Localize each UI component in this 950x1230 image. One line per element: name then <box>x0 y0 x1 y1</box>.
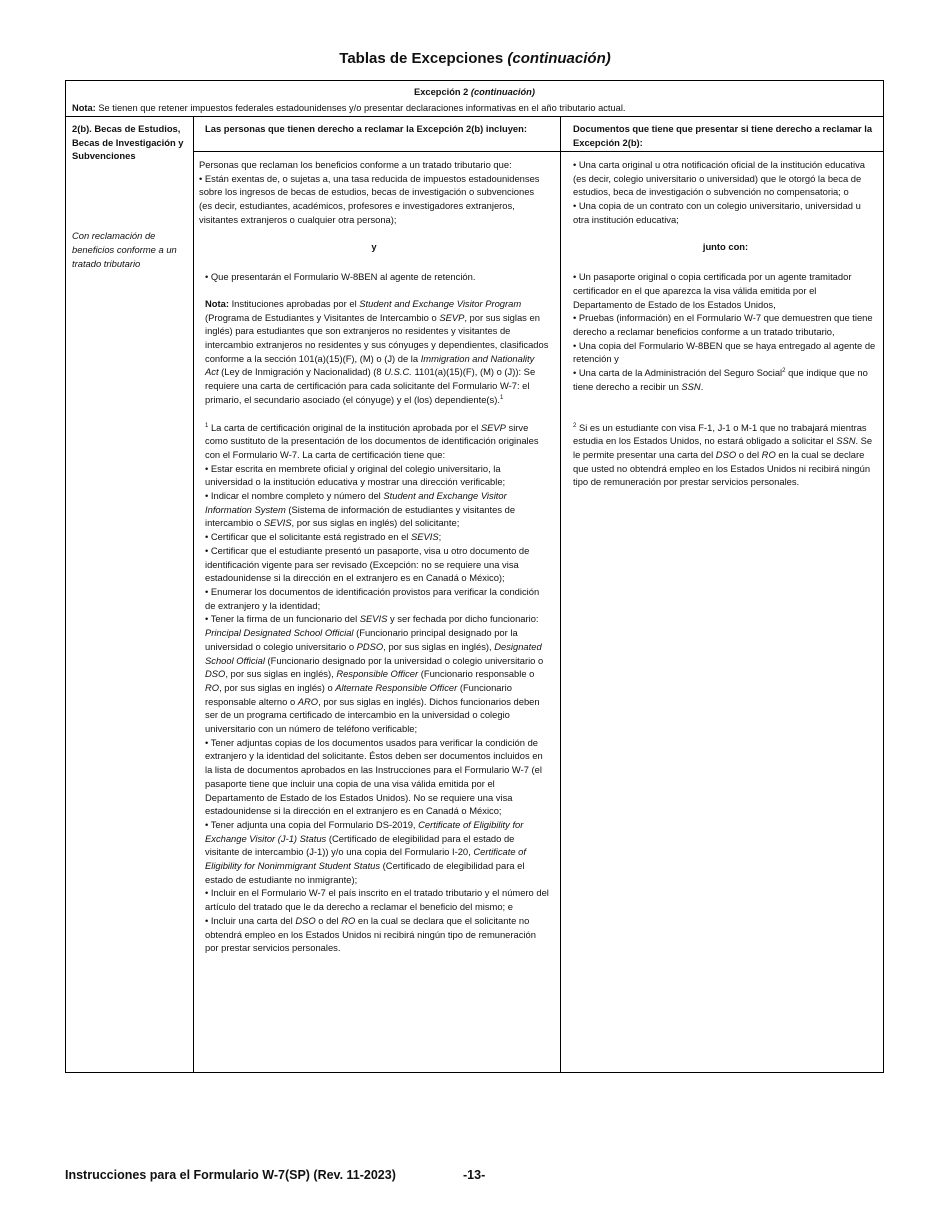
col3-footnote: $^2$ Si es un estudiante con visa F-1, J-1 o M-1 que no trabajará mientras estudia en los Estados Unidos, no estará obligado a solicitar el SSN. Se le permite presentar una carta del DSO o del RO en la cual se declare que usted no obtendrá empleo en los Estados Unidos ni recibirá ningún tipo de remuneración por prestar servicios personales. <box>573 421 873 488</box>
column-divider <box>560 117 561 1072</box>
exceptions-table <box>65 80 884 1073</box>
header-divider <box>193 151 883 152</box>
col3-body <box>573 158 878 489</box>
col2-bullet: • Que presentarán el Formulario W-8BEN al agente de retención. <box>205 271 476 283</box>
footnote-bullet: • Enumerar los documentos de identificación provistos para verificar la condición de extranjero y la identidad; <box>205 585 540 611</box>
col2-header: Las personas que tienen derecho a reclamar la Excepción 2(b) incluyen: <box>205 123 527 134</box>
footer-form-name: Instrucciones para el Formulario W-7(SP) (Rev. 11-2023) <box>65 1168 396 1182</box>
col3-bullet: • Una copia de un contrato con un colegio universitario, universidad u otra institución educativa; <box>573 200 861 225</box>
footnote-bullet: • Tener la firma de un funcionario del SEVIS y ser fechada por dicho funcionario: Principal Designated School Official (Funcionario principal designado por la universidad o colegio universitario o PDSO, por sus siglas en inglés), Designated School Official (Funcionario designado por la universidad o colegio universitario o DSO, por sus siglas en inglés), Responsible Officer (Funcionario responsable o RO, por sus siglas en inglés) o Alternate Responsible Officer (Funcionario responsable alterno o ARO, por sus siglas en inglés). Dichos funcionarios deben ser de un programa certificado de intercambio en la universidad o colegio universitario con un número de teléfono verificable; <box>205 613 544 735</box>
col2-note: Nota: Instituciones aprobadas por el Student and Exchange Visitor Program (Programa de Estudiantes y Visitantes de Intercambio o SEVP, por sus siglas en inglés) para estudiantes que son extranjeros no residentes y visitantes de intercambio extranjeros no residentes y sus cónyuges y dependientes, clasificados conforme a la sección 101(a)(15)(F), (M) o (J) de la Immigration and Nationality Act (Ley de Inmigración y Nacionalidad) (8 U.S.C. 1101(a)(15)(F), (M) o (J)): Se requiere una carta de certificación para cada solicitante del Formulario W-7: el primario, el secundario asociado (el cónyuge) y el (los) dependiente(s).$^1$ <box>205 297 549 405</box>
col2-connector: y <box>371 240 377 252</box>
col2-bullet: • Están exentas de, o sujetas a, una tasa reducida de impuestos estadounidenses sobre los ingresos de becas de estudios, becas de investigación o subvenciones (es decir, estudiantes, académicos, profesores e investigadores extranjeros, visitantes extranjeros o cualquier otra persona); <box>199 172 540 225</box>
page-title: Tablas de Excepciones (continuación) <box>339 50 611 67</box>
col3-header: Documentos que tiene que presentar si tiene derecho a reclamar la Excepción 2(b): <box>573 123 873 148</box>
col3-bullet: • Pruebas (información) en el Formulario W-7 que demuestren que tiene derecho a reclamar beneficios conforme a un tratado tributario, <box>573 312 873 338</box>
footnote-bullet: • Tener adjuntas copias de los documentos usados para verificar la condición de extranjero y la identidad del solicitante. Éstos deben ser documentos incluidos en la lista de documentos aprobados en las Instrucciones para el Formulario W-7 (el pasaporte tiene que incluir una copia de una visa válida emitida por el Departamento de Estado de los Estados Unidos). No se requiere una visa estadounidense si la dirección en el extranjero es en Canadá o México; <box>205 736 543 817</box>
page-number: -13- <box>463 1168 486 1182</box>
exception-heading: Excepción 2 <box>414 87 469 97</box>
footnote-bullet: • Incluir una carta del DSO o del RO en la cual se declara que el solicitante no obtendrá empleo en los Estados Unidos ni recibirá ningún tipo de remuneración por prestar servicios personales. <box>205 914 536 954</box>
footnote-bullet: • Incluir en el Formulario W-7 el país inscrito en el tratado tributario y el número del artículo del tratado que le da derecho a reclamar el beneficio del mismo; e <box>205 887 549 913</box>
category-title: 2(b). Becas de Estudios, Becas de Investigación y Subvenciones <box>72 123 184 162</box>
col1-category <box>72 122 190 270</box>
footnote-bullet: • Certificar que el solicitante está registrado en el SEVIS; <box>205 531 442 543</box>
col3-bullet: • Un pasaporte original o copia certificada por un agente tramitador certificador en el que aparezca la visa válida emitida por el Departamento de Estado de los Estados Unidos, <box>573 271 852 310</box>
table-note: Nota: Se tienen que retener impuestos federales estadounidenses y/o presentar declaraciones informativas en el año tributario actual. <box>72 103 626 113</box>
category-subtitle: Con reclamación de beneficios conforme a un tratado tributario <box>72 230 177 269</box>
col3-bullet: • Una carta original u otra notificación oficial de la institución educativa (es decir, colegio universitario o universidad) que le otorgó la beca de estudios, beca de investigación o subvención no compensatoria; o <box>573 159 865 198</box>
footnote-bullet: • Certificar que el estudiante presentó un pasaporte, visa u otro documento de identificación vigente para ser revisado (Excepción: no se requiere una visa estadounidense si la dirección en el extranjero es en Canadá o México); <box>205 544 530 584</box>
col3-connector: junto con: <box>702 240 749 252</box>
footnote-bullet: • Indicar el nombre completo y número del Student and Exchange Visitor Information System (Sistema de información de estudiantes y visitantes de intercambio o SEVIS, por sus siglas en inglés) del solicitante; <box>205 490 516 529</box>
col2-body <box>199 158 549 955</box>
column-divider <box>193 117 194 1072</box>
table-heading: Excepción 2 (continuación) Nota: Se tienen que retener impuestos federales estadounidenses y/o presentar declaraciones informativas en el año tributario actual. <box>66 81 883 117</box>
col3-bullet: • Una carta de la Administración del Seguro Social$^2$ que indique que no tiene derecho a recibir un SSN. <box>573 367 868 392</box>
col2-intro: Personas que reclaman los beneficios conforme a un tratado tributario que: <box>199 159 512 170</box>
footnote-bullet: • Estar escrita en membrete oficial y original del colegio universitario, la universidad o la institución educativa y mostrar una dirección verificable; <box>205 462 506 488</box>
col2-footnote: $^1$ La carta de certificación original de la institución aprobada por el SEVP sirve como sustituto de la presentación de los documentos de identificación originales con el Formulario W-7. La carta de certificación tiene que: • Estar escrita en membrete oficial y original del colegio universitario, la universidad o la institución educativa y mostrar una dirección verificable; • Indicar el nombre completo y número del Student and Exchange Visitor Information System (Sistema de información de estudiantes y visitantes de intercambio o SEVIS, por sus siglas en inglés) del solicitante; • Certificar que el solicitante está registrado en el SEVIS; • Certificar que el estudiante presentó un pasaporte, visa u otro documento de identificación vigente para ser revisado (Excepción: no se requiere una visa estadounidense si la dirección en el extranjero es en Canadá o México); • Enumerar los documentos de identificación provistos para verificar la condición de extranjero y la identidad; • Tener la firma de un funcionario del SEVIS y ser fechada por dicho funcionario: Principal Designated School Official (Funcionario principal designado por la universidad o colegio universitario o PDSO, por sus siglas en inglés), Designated School Official (Funcionario designado por la universidad o colegio universitario o DSO, por sus siglas en inglés), Responsible Officer (Funcionario responsable o RO, por sus siglas en inglés) o Alternate Responsible Officer (Funcionario responsable alterno o ARO, por sus siglas en inglés). Dichos funcionarios deben ser de un programa certificado de intercambio en la universidad o colegio universitario con un número de teléfono verificable; • Tener adjuntas copias de los documentos usados para verificar la condición de extranjero y la identidad del solicitante. Éstos deben ser documentos incluidos en la lista de documentos aprobados en las Instrucciones para el Formulario W-7 (el pasaporte tiene que incluir una copia de una visa válida emitida por el Departamento de Estado de los Estados Unidos). No se requiere una visa estadounidense si la dirección en el extranjero es en Canadá o México; • Tener adjunta una copia del Formulario DS-2019, Certificate of Eligibility for Exchange Visitor (J-1) Status (Certificado de elegibilidad para el estado de visitante de intercambio (J-1)) y/o una copia del Formulario I-20, Certificate of Eligibility for Nonimmigrant Student Status (Certificado de elegibilidad para el estado de estudiante no inmigrante); • Incluir en el Formulario W-7 el país inscrito en el tratado tributario y el número del artículo del tratado que le da derecho a reclamar el beneficio del mismo; e • Incluir una carta del DSO o del RO en la cual se declara que el solicitante no obtendrá empleo en los Estados Unidos ni recibirá ningún tipo de remuneración por prestar servicios personales. <box>205 421 549 954</box>
footnote-bullet: • Tener adjunta una copia del Formulario DS-2019, Certificate of Eligibility for Exchange Visitor (J-1) Status (Certificado de elegibilidad para el estado de visitante de intercambio (J-1)) y/o una copia del Formulario I-20, Certificate of Eligibility for Nonimmigrant Student Status (Certificado de elegibilidad para el estado de estudiante no inmigrante); <box>205 818 526 885</box>
col3-bullet: • Una copia del Formulario W-8BEN que se haya entregado al agente de retención y <box>573 339 876 365</box>
